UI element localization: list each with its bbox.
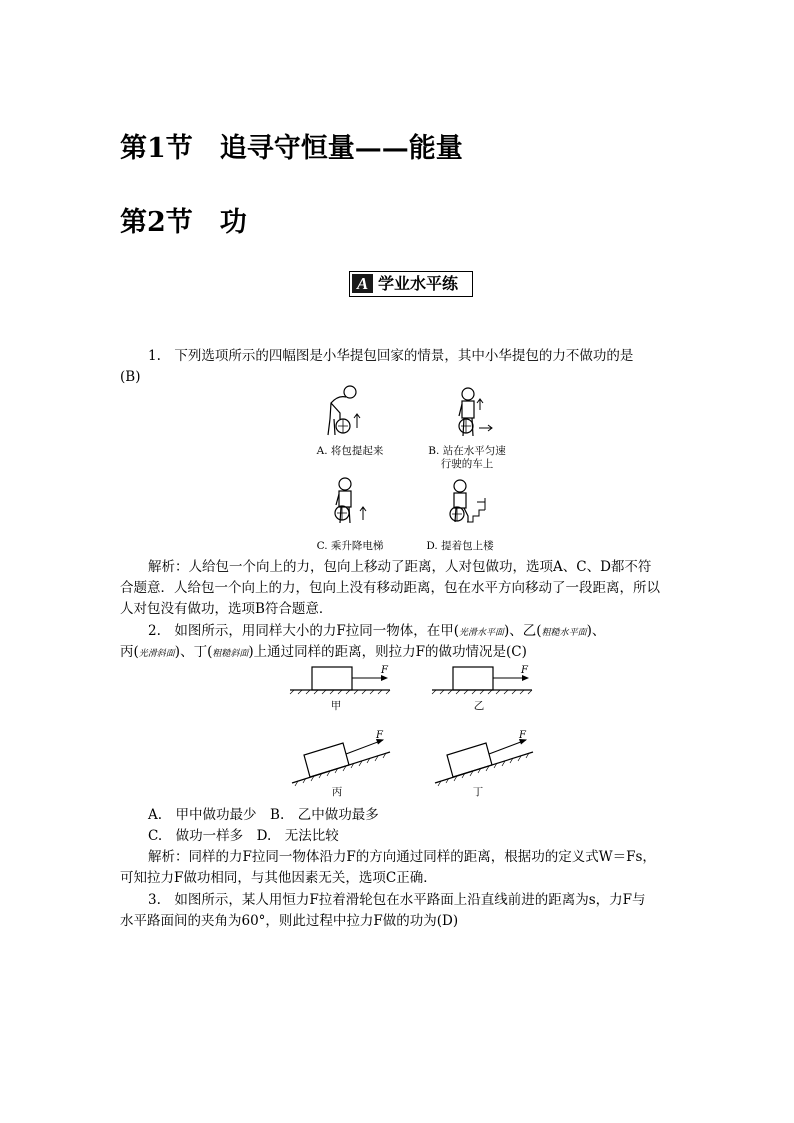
q2-options-cd: C. 做功一样多 D. 无法比较 (148, 828, 339, 844)
q2-note-jia: 光滑水平面 (459, 628, 505, 638)
figure-elevator (328, 477, 378, 527)
q2-stem-f: )上通过同样的距离，则拉力F的做功情况是(C) (248, 644, 527, 660)
q1-analysis-line1: 解析：人给包一个向上的力，包向上移动了距离，人对包做功，选项A、C、D都不符 (148, 559, 652, 575)
force-label-jia: F (381, 665, 388, 676)
q2-stem-a: 2. 如图所示，用同样大小的力F拉同一物体，在甲( (148, 623, 460, 639)
level-badge (349, 271, 473, 297)
fig-label-yi: 乙 (473, 700, 485, 712)
q1-caption-b-line1: B. 站在水平匀速 (428, 445, 506, 457)
q1-caption-b-line2: 行驶的车上 (440, 458, 494, 470)
section-title-2: 第2节 功 (120, 207, 247, 238)
q2-stem-b: )、乙( (504, 623, 542, 639)
q2-stem-c: )、 (586, 623, 606, 639)
q1-analysis-line3: 人对包没有做功，选项B符合题意． (120, 601, 333, 617)
q2-options-ab: A. 甲中做功最少 B. 乙中做功最多 (148, 807, 379, 823)
figure-upstairs (445, 478, 495, 528)
fig-label-ding: 丁 (472, 786, 484, 798)
q1-stem-line2: (B) (120, 369, 141, 385)
q1-caption-a: A. 将包提起来 (316, 445, 384, 457)
q2-stem-line2 (120, 642, 527, 665)
q3-stem-line2: 水平路面间的夹角为60°，则此过程中拉力F做的功为(D) (120, 913, 459, 929)
q1-caption-d: D. 提着包上楼 (426, 540, 494, 552)
force-label-yi: F (521, 665, 528, 676)
q2-note-yi: 粗糙水平面 (541, 628, 587, 638)
q2-note-bing: 光滑斜面 (138, 649, 175, 659)
badge-letter: A (352, 274, 373, 293)
q1-caption-c: C. 乘升降电梯 (316, 540, 384, 552)
q3-stem-line1: 3. 如图所示，某人用恒力F拉着滑轮包在水平路面上沿直线前进的距离为s，力F与 (148, 892, 646, 908)
figure-bing (290, 728, 400, 788)
q2-note-ding: 粗糙斜面 (212, 649, 249, 659)
figure-on-vehicle (440, 386, 500, 441)
figure-lift-bag (316, 383, 376, 438)
q2-stem-e: )、丁( (174, 644, 213, 660)
badge-text: 学业水平练 (378, 274, 459, 293)
force-label-bing: F (376, 730, 383, 741)
q1-stem-line1: 1. 下列选项所示的四幅图是小华提包回家的情景，其中小华提包的力不做功的是 (148, 348, 634, 364)
section-title-1: 第1节 追寻守恒量——能量 (120, 133, 463, 164)
q2-stem-line1 (148, 621, 605, 644)
force-label-ding: F (519, 730, 526, 741)
q1-analysis-line2: 合题意．人给包一个向上的力，包向上没有移动距离，包在水平方向移动了一段距离，所以 (120, 580, 660, 596)
fig-label-bing: 丙 (331, 786, 343, 798)
fig-label-jia: 甲 (330, 700, 342, 712)
q2-stem-d: 丙( (120, 644, 139, 660)
q2-analysis-line1: 解析：同样的力F拉同一物体沿力F的方向通过同样的距离，根据功的定义式W＝Fs， (148, 849, 656, 865)
figure-ding (433, 728, 543, 788)
q2-analysis-line2: 可知拉力F做功相同，与其他因素无关，选项C正确． (120, 870, 437, 886)
